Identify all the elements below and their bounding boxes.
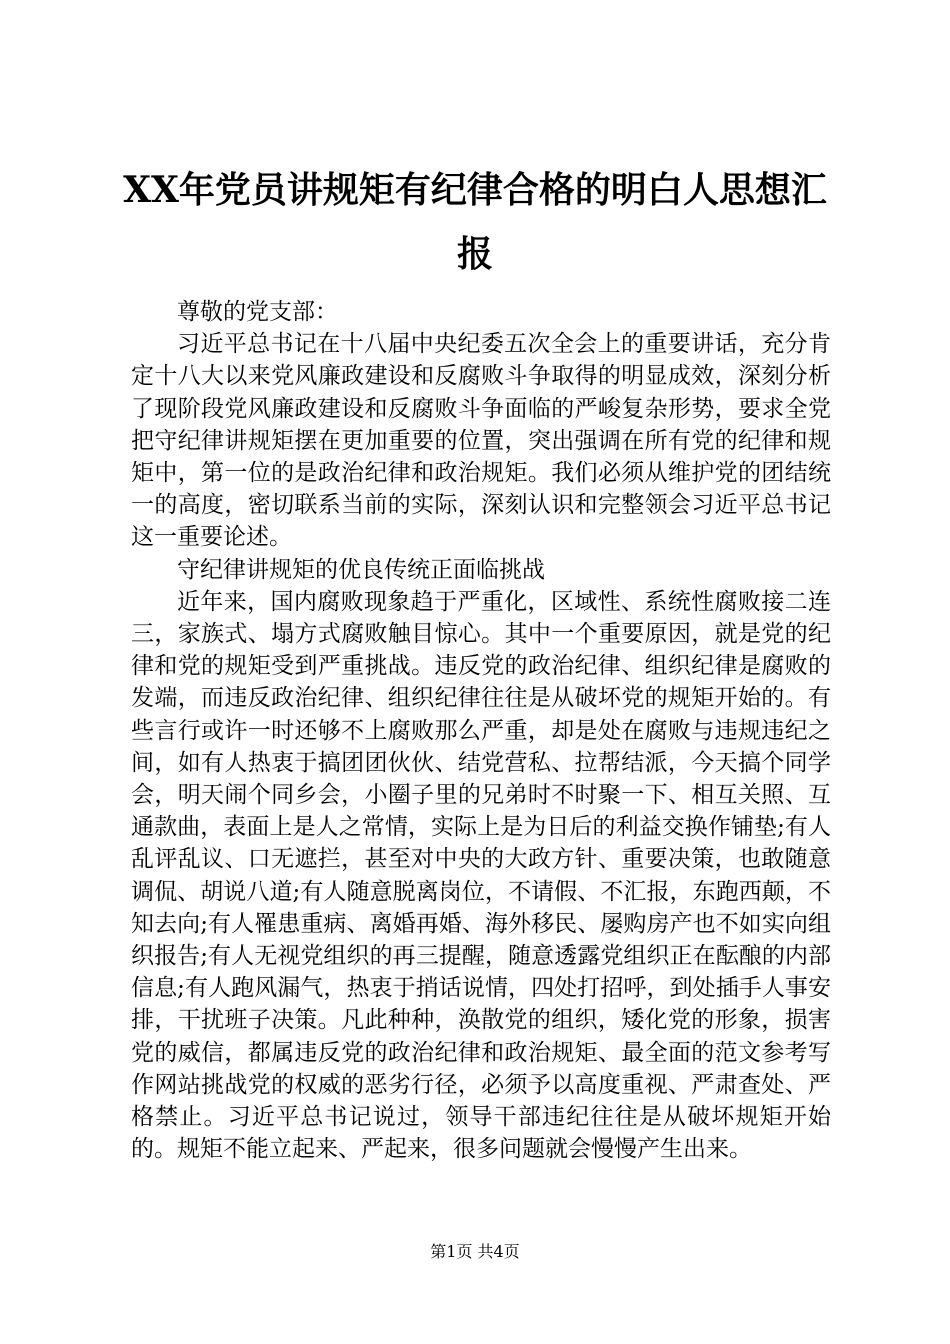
paragraph-2: 近年来，国内腐败现象趋于严重化，区域性、系统性腐败接二连三，家族式、塌方式腐败触目惊心。其中一个重要原因，就是党的纪律和党的规矩受到严重挑战。违反党的政治纪律、组织纪律是腐败的发端，而违反政治纪律、组织纪律往往是从破坏党的规矩开始的。有些言行或许一时还够不上腐败那么严重，却是处在腐败与违规违纪之间，如有人热衷于搞团团伙伙、结党营私、拉帮结派，今天搞个同学会，明天闹个同乡会，小圈子里的兄弟时不时聚一下、相互关照、互通款曲，表面上是人之常情，实际上是为日后的利益交换作铺垫;有人乱评乱议、口无遮拦，甚至对中央的大政方针、重要决策，也敢随意调侃、胡说八道;有人随意脱离岗位，不请假、不汇报，东跑西颠，不知去向;有人罹患重病、离婚再婚、海外移民、屡购房产也不如实向组织报告;有人无视党组织的再三提醒，随意透露党组织正在酝酿的内部信息;有人跑风漏气，热衷于捎话说情，四处打招呼，到处插手人事安排，干扰班子决策。凡此种种，涣散党的组织，矮化党的形象，损害党的威信，都属违反党的政治纪律和政治规矩、最全面的范文参考写作网站挑战党的权威的恶劣行径，必须予以高度重视、严肃查处、严格禁止。习近平总书记说过，领导干部违纪往往是从破坏规矩开始的。规矩不能立起来、严起来，很多问题就会慢慢产生出来。	[131, 588, 831, 1163]
paragraph-1: 习近平总书记在十八届中央纪委五次全会上的重要讲话，充分肯定十八大以来党风廉政建设和反腐败斗争取得的明显成效，深刻分析了现阶段党风廉政建设和反腐败斗争面临的严峻复杂形势，要求全党把守纪律讲规矩摆在更加重要的位置，突出强调在所有党的纪律和规矩中，第一位的是政治纪律和政治规矩。我们必须从维护党的团结统一的高度，密切联系当前的实际，深刻认识和完整领会习近平总书记这一重要论述。	[131, 331, 831, 551]
document-body	[131, 296, 831, 1165]
document-title: XX年党员讲规矩有纪律合格的明白人思想汇报	[123, 169, 827, 275]
section-heading: 守纪律讲规矩的优良传统正面临挑战	[177, 556, 545, 583]
page-footer: 第1页 共4页	[430, 1242, 520, 1261]
salutation: 尊敬的党支部：	[177, 299, 338, 325]
